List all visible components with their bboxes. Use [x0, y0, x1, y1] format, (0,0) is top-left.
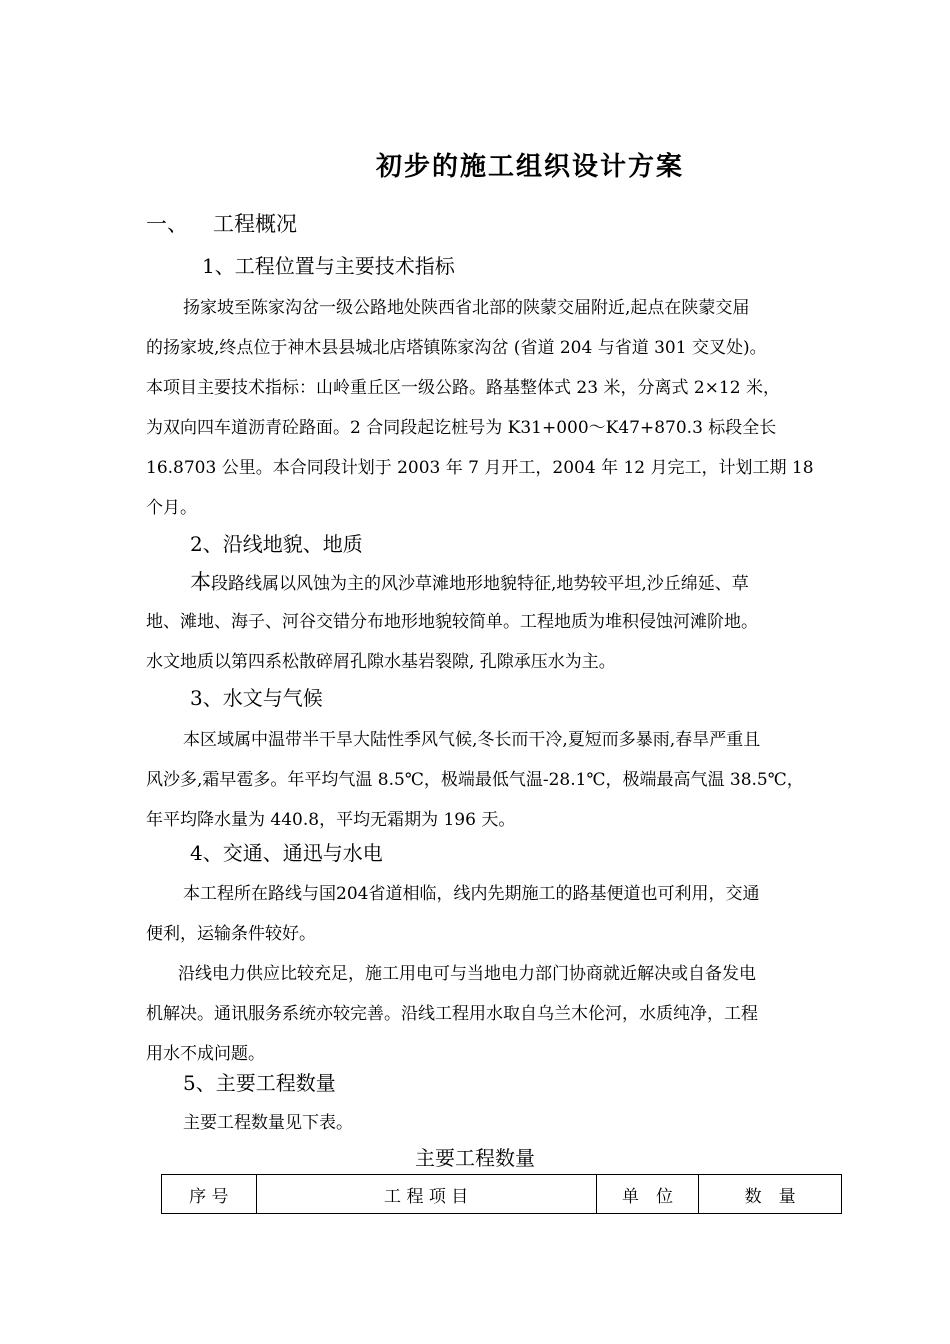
- paragraph-line: 沿线电力供应比较充足，施工用电可与当地电力部门协商就近解决或自备发电: [178, 964, 756, 984]
- section-heading: 工程概况: [213, 212, 297, 236]
- quantity-table: [161, 1174, 842, 1214]
- subsection-heading-1: 1、工程位置与主要技术指标: [202, 254, 455, 278]
- paragraph-line: 的扬家坡,终点位于神木县县城北店塔镇陈家沟岔 (省道 204 与省道 301 交叉处)。: [146, 338, 767, 358]
- column-header: 数 量: [699, 1175, 842, 1214]
- paragraph-line-text: 段路线属以风蚀为主的风沙草滩地形地貌特征,地势较平坦,沙丘绵延、草: [211, 574, 749, 594]
- paragraph-line: 主要工程数量见下表。: [183, 1113, 353, 1133]
- paragraph-line: 用水不成问题。: [146, 1044, 265, 1064]
- paragraph-line: 本项目主要技术指标：山岭重丘区一级公路。路基整体式 23 米，分离式 2×12 米，: [146, 378, 780, 398]
- paragraph-line: 本工程所在路线与国204省道相临，线内先期施工的路基便道也可利用，交通: [183, 884, 760, 904]
- column-header: 序 号: [162, 1175, 257, 1214]
- subsection-heading-5: 5、主要工程数量: [183, 1071, 336, 1095]
- paragraph-line: 16.8703 公里。本合同段计划于 2003 年 7 月开工，2004 年 12 月完工，计划工期 18: [146, 458, 814, 478]
- paragraph-line: 个月。: [146, 498, 197, 518]
- table-caption: 主要工程数量: [415, 1146, 535, 1170]
- subsection-heading-4: 4、交通、通迅与水电: [190, 841, 383, 865]
- page-title: 初步的施工组织设计方案: [375, 152, 684, 182]
- paragraph-line: 地、滩地、海子、河谷交错分布地形地貌较简单。工程地质为堆积侵蚀河滩阶地。: [146, 612, 758, 632]
- drop-character: 本: [190, 570, 211, 594]
- section-number: 一、: [146, 212, 188, 236]
- paragraph-line: 便利，运输条件较好。: [146, 924, 316, 944]
- paragraph-line: 扬家坡至陈家沟岔一级公路地处陕西省北部的陕蒙交届附近,起点在陕蒙交届: [183, 298, 750, 318]
- table-header-row: [162, 1175, 842, 1214]
- paragraph-line: [190, 562, 749, 604]
- paragraph-line: 机解决。通讯服务系统亦较完善。沿线工程用水取自乌兰木伦河，水质纯净，工程: [146, 1004, 758, 1024]
- subsection-heading-2: 2、沿线地貌、地质: [190, 532, 363, 556]
- paragraph-line: 年平均降水量为 440.8，平均无霜期为 196 天。: [146, 810, 516, 830]
- subsection-heading-3: 3、水文与气候: [190, 686, 323, 710]
- column-header: 工 程 项 目: [256, 1175, 596, 1214]
- paragraph-line: 本区域属中温带半干旱大陆性季风气候,冬长而干冷,夏短而多暴雨,春旱严重且: [183, 730, 761, 750]
- paragraph-line: 风沙多,霜早雹多。年平均气温 8.5℃，极端最低气温-28.1℃，极端最高气温 38.5℃，: [146, 770, 804, 790]
- paragraph-line: 水文地质以第四系松散碎屑孔隙水基岩裂隙, 孔隙承压水为主。: [146, 652, 616, 672]
- paragraph-line: 为双向四车道沥青砼路面。2 合同段起讫桩号为 K31+000～K47+870.3 标段全长: [146, 418, 777, 438]
- column-header: 单 位: [596, 1175, 699, 1214]
